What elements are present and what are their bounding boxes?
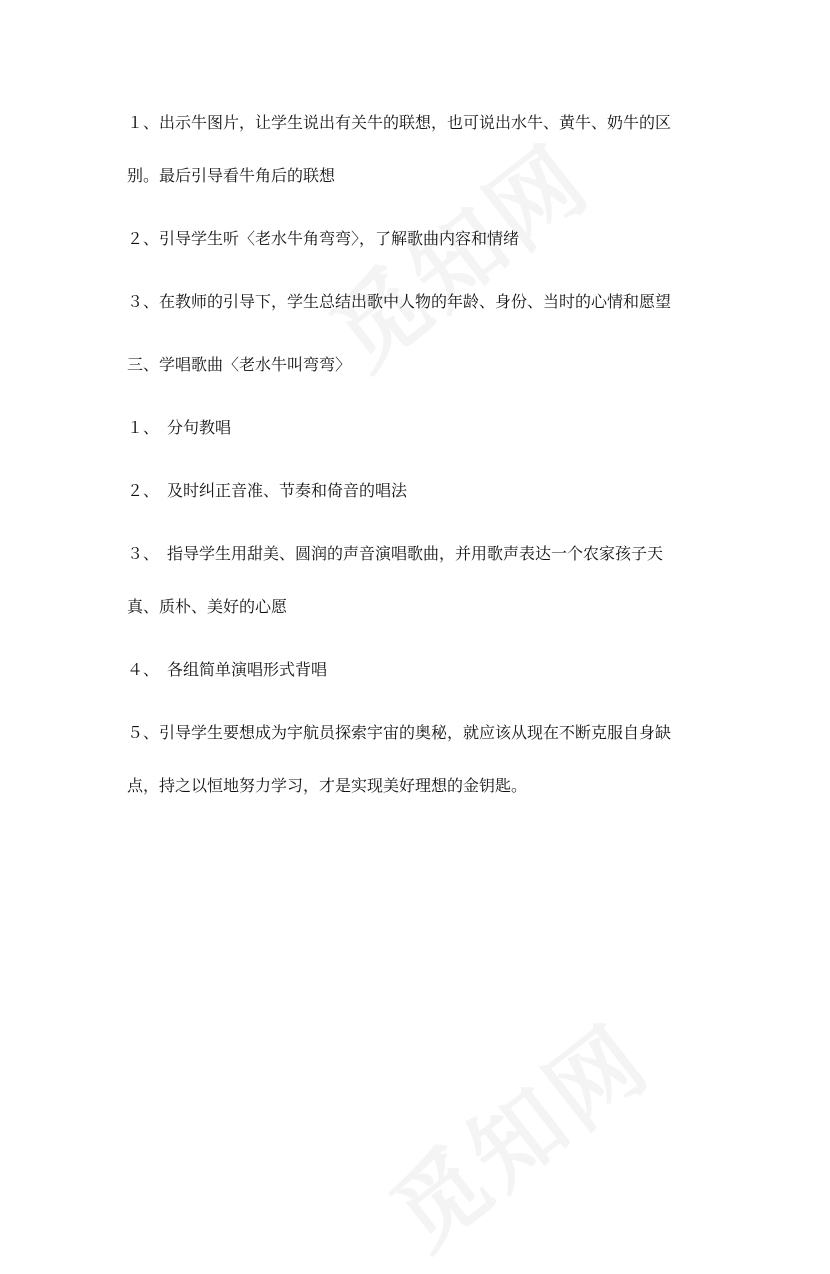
paragraph-2 (127, 228, 707, 249)
text-line: １、 分句教唱 (127, 418, 232, 437)
paragraph-3 (127, 291, 707, 312)
paragraph-8 (127, 659, 707, 680)
section-heading (127, 354, 707, 375)
text-line: ５、引导学生要想成为宇航员探索宇宙的奥秘，就应该从现在不断克服自身缺 (127, 723, 672, 742)
paragraph-5 (127, 417, 707, 438)
paragraph-9 (127, 722, 707, 796)
text-line: ３、 指导学生用甜美、圆润的声音演唱歌曲，并用歌声表达一个农家孩子天 (127, 544, 664, 563)
document-body (127, 112, 707, 796)
paragraph-1 (127, 112, 707, 186)
text-line: 点，持之以恒地努力学习，才是实现美好理想的金钥匙。 (127, 776, 528, 795)
text-line: ２、 及时纠正音准、节奏和倚音的唱法 (127, 481, 408, 500)
text-line: ４、 各组简单演唱形式背唱 (127, 660, 328, 679)
paragraph-7 (127, 543, 707, 617)
text-line: ３、在教师的引导下，学生总结出歌中人物的年龄、身份、当时的心情和愿望 (127, 292, 672, 311)
paragraph-6 (127, 480, 707, 501)
watermark-bottom (360, 989, 673, 1274)
text-line: 三、学唱歌曲〈老水牛叫弯弯〉 (127, 355, 352, 374)
text-line: ２、引导学生听〈老水牛角弯弯〉，了解歌曲内容和情绪 (127, 229, 520, 248)
text-line: １、出示牛图片，让学生说出有关牛的联想，也可说出水牛、黄牛、奶牛的区 (127, 113, 672, 132)
text-line: 别。最后引导看牛角后的联想 (127, 166, 336, 185)
text-line: 真、质朴、美好的心愿 (127, 597, 288, 616)
